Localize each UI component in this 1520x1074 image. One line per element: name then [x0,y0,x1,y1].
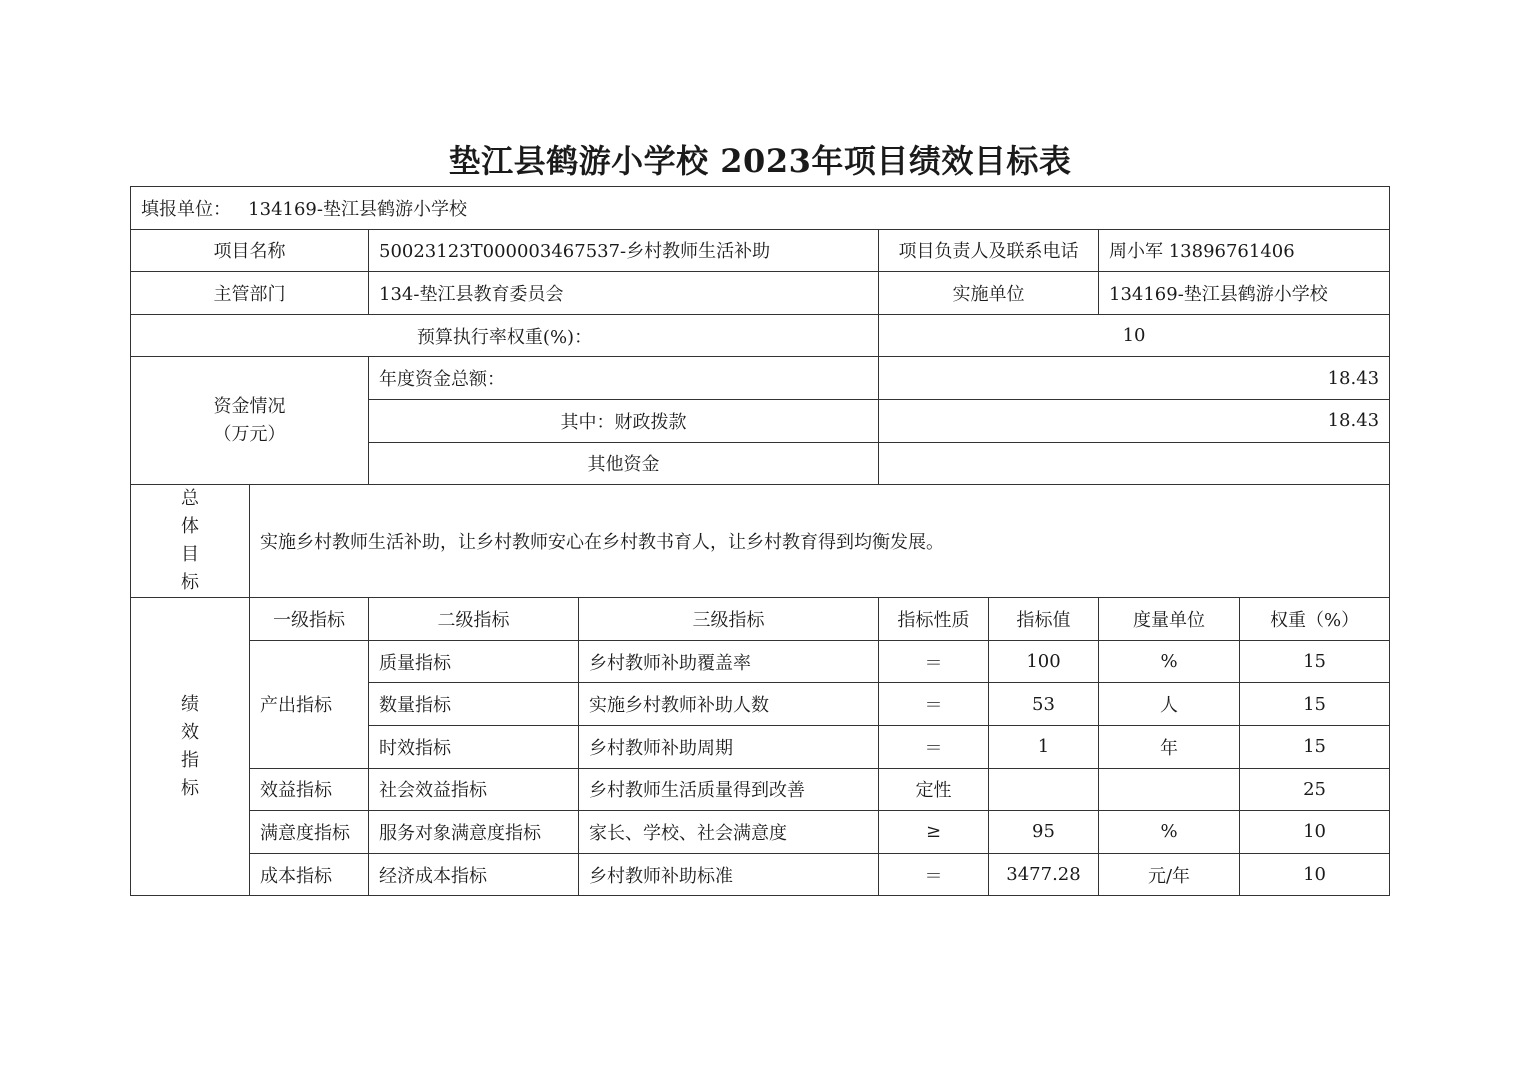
project-leader-value: 周小军 13896761406 [1099,229,1390,272]
budget-weight-row [131,314,1390,357]
header-level3: 三级指标 [579,598,879,641]
funds-label-line2: （万元） [213,423,286,445]
project-name-row [131,229,1390,272]
indicator-level1: 成本指标 [250,853,369,896]
funds-total-value: 18.43 [879,357,1390,400]
indicator-nature: ≥ [879,811,989,854]
funds-label [131,357,369,485]
funds-fiscal-value: 18.43 [879,399,1390,442]
indicator-value: 53 [989,683,1099,726]
indicator-row [131,811,1390,854]
indicator-weight: 10 [1240,811,1390,854]
indicator-nature: ＝ [879,683,989,726]
indicator-level3: 家长、学校、社会满意度 [579,811,879,854]
indicator-level1: 产出指标 [250,640,369,768]
indicator-row [131,640,1390,683]
indicator-level2: 时效指标 [369,725,579,768]
budget-weight-label: 预算执行率权重(%)： [131,314,879,357]
indicator-nature: ＝ [879,640,989,683]
unit-value: 134169-垫江县鹤游小学校 [248,198,467,220]
indicator-weight: 15 [1240,683,1390,726]
indicator-value: 3477.28 [989,853,1099,896]
goal-label [131,485,250,598]
indicator-value: 95 [989,811,1099,854]
impl-value: 134169-垫江县鹤游小学校 [1099,272,1390,315]
indicator-label-char: 绩 [181,693,199,715]
unit-row [131,187,1390,230]
indicator-level3: 乡村教师补助标准 [579,853,879,896]
indicator-weight: 25 [1240,768,1390,811]
indicator-nature: ＝ [879,725,989,768]
indicator-unit: 元/年 [1099,853,1240,896]
goal-label-char: 目 [181,544,199,566]
indicator-level3: 实施乡村教师补助人数 [579,683,879,726]
indicator-weight: 10 [1240,853,1390,896]
indicator-level2: 社会效益指标 [369,768,579,811]
unit-label: 填报单位： [141,198,231,220]
unit-cell [131,187,1390,230]
indicator-level1: 满意度指标 [250,811,369,854]
indicator-level2: 经济成本指标 [369,853,579,896]
indicator-level2: 质量指标 [369,640,579,683]
indicator-value: 1 [989,725,1099,768]
indicator-value: 100 [989,640,1099,683]
funds-fiscal-label: 其中：财政拨款 [369,399,879,442]
performance-target-table [130,186,1390,896]
indicator-weight: 15 [1240,640,1390,683]
funds-total-label: 年度资金总额： [369,357,879,400]
indicator-value [989,768,1099,811]
project-name-value: 50023123T000003467537-乡村教师生活补助 [369,229,879,272]
indicator-level3: 乡村教师生活质量得到改善 [579,768,879,811]
indicator-row [131,768,1390,811]
impl-label: 实施单位 [879,272,1099,315]
dept-label: 主管部门 [131,272,369,315]
indicator-label-char: 标 [181,777,199,799]
funds-total-row [131,357,1390,400]
indicator-label-char: 指 [181,749,199,771]
indicator-level1: 效益指标 [250,768,369,811]
indicator-label [131,598,250,896]
indicator-level3: 乡村教师补助周期 [579,725,879,768]
funds-other-value [879,442,1390,485]
indicator-level2: 服务对象满意度指标 [369,811,579,854]
header-nature: 指标性质 [879,598,989,641]
indicator-nature: 定性 [879,768,989,811]
funds-other-label: 其他资金 [369,442,879,485]
indicator-label-char: 效 [181,721,199,743]
indicator-unit: 年 [1099,725,1240,768]
header-weight: 权重（%） [1240,598,1390,641]
indicator-level3: 乡村教师补助覆盖率 [579,640,879,683]
goal-label-char: 体 [181,516,199,538]
indicator-weight: 15 [1240,725,1390,768]
page-title: 垫江县鹤游小学校 2023年项目绩效目标表 [448,142,1072,180]
budget-weight-value: 10 [879,314,1390,357]
header-unit: 度量单位 [1099,598,1240,641]
goal-text: 实施乡村教师生活补助，让乡村教师安心在乡村教书育人，让乡村教育得到均衡发展。 [250,485,1390,598]
header-level1: 一级指标 [250,598,369,641]
indicator-row [131,853,1390,896]
header-level2: 二级指标 [369,598,579,641]
goal-row [131,485,1390,598]
funds-label-line1: 资金情况 [213,395,286,417]
goal-label-char: 标 [181,572,199,594]
project-leader-label: 项目负责人及联系电话 [879,229,1099,272]
indicator-unit [1099,768,1240,811]
dept-row [131,272,1390,315]
indicator-unit: % [1099,811,1240,854]
indicator-nature: ＝ [879,853,989,896]
header-value: 指标值 [989,598,1099,641]
dept-value: 134-垫江县教育委员会 [369,272,879,315]
indicator-unit: 人 [1099,683,1240,726]
indicator-header-row [131,598,1390,641]
indicator-level2: 数量指标 [369,683,579,726]
goal-label-char: 总 [181,488,199,510]
project-name-label: 项目名称 [131,229,369,272]
indicator-unit: % [1099,640,1240,683]
